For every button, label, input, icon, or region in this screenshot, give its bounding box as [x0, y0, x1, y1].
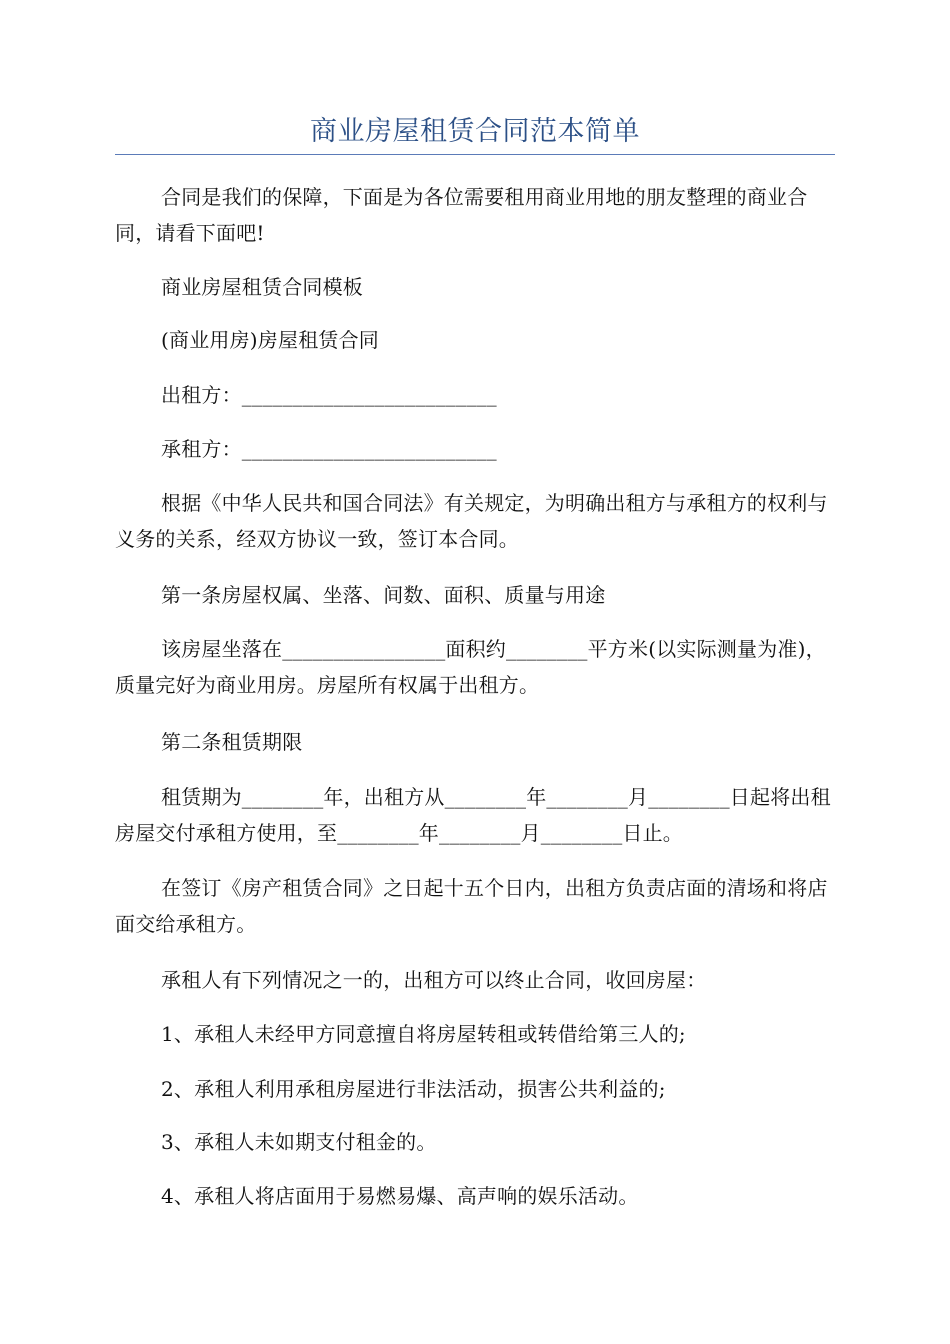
termination-intro: 承租人有下列情况之一的，出租方可以终止合同，收回房屋：: [161, 968, 707, 992]
lessor-line: 出租方：_________________________: [161, 383, 497, 407]
article-1-body: 该房屋坐落在________________面积约________平方米(以实际测量为准)，质量完好为商业用房。房屋所有权属于出租方。: [115, 637, 826, 697]
template-heading: 商业房屋租赁合同模板: [161, 275, 363, 299]
handover-paragraph: 在签订《房产租赁合同》之日起十五个日内，出租方负责店面的清场和将店面交给承租方。: [115, 876, 828, 936]
article-1-heading: 第一条房屋权属、坐落、间数、面积、质量与用途: [161, 583, 606, 607]
lessee-line: 承租方：_________________________: [161, 437, 497, 461]
preamble-paragraph: 根据《中华人民共和国合同法》有关规定，为明确出租方与承租方的权利与义务的关系，经双方协议一致，签订本合同。: [115, 491, 828, 551]
article-2-body: 租赁期为________年，出租方从________年________月________日起将出租房屋交付承租方使用，至________年________月________日止。: [115, 785, 831, 845]
termination-item-1: 1、承租人未经甲方同意擅自将房屋转租或转借给第三人的;: [161, 1022, 686, 1046]
contract-heading: (商业用房)房屋租赁合同: [161, 328, 380, 352]
termination-item-4: 4、承租人将店面用于易燃易爆、高声响的娱乐活动。: [161, 1184, 639, 1208]
termination-item-2: 2、承租人利用承租房屋进行非法活动，损害公共利益的;: [161, 1077, 666, 1101]
title-underline: [115, 154, 835, 155]
page-title: 商业房屋租赁合同范本简单: [310, 116, 640, 147]
article-2-heading: 第二条租赁期限: [161, 730, 303, 754]
intro-paragraph: 合同是我们的保障，下面是为各位需要租用商业用地的朋友整理的商业合同，请看下面吧!: [115, 185, 808, 245]
termination-item-3: 3、承租人未如期支付租金的。: [161, 1130, 437, 1154]
